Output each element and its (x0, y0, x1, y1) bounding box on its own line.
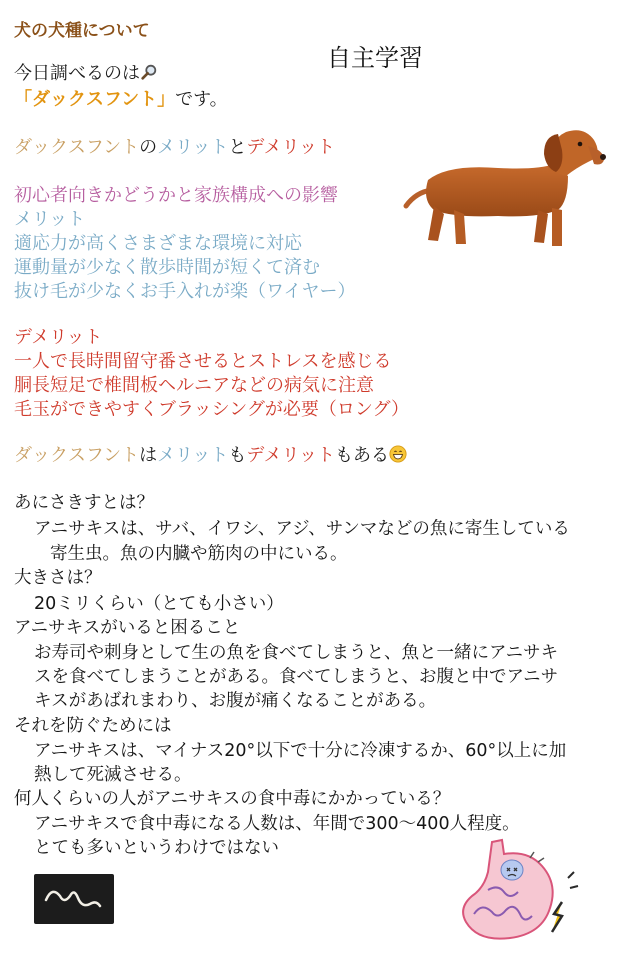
demerit-item: 一人で長時間留守番させるとストレスを感じる (14, 351, 392, 372)
intro-desu: です。 (175, 89, 228, 110)
demerit-item: 毛玉ができやすくブラッシングが必要（ロング） (14, 399, 410, 420)
question-5: 何人くらいの人がアニサキスの食中毒にかかっている？ (14, 789, 451, 809)
anisakis-worm-photo (34, 874, 114, 924)
summary-wa: は (139, 445, 158, 466)
answer-3-line-3: キスがあばれまわり、お腹が痛くなることがある。 (34, 691, 437, 711)
title-part-no: の (139, 137, 158, 158)
breed-name: 「ダックスフント」 (14, 89, 176, 110)
page-header: 自主学習 (327, 44, 423, 72)
answer-3-line-2: スを食べてしまうことがある。食べてしまうと、お腹と中でアニサ (34, 667, 559, 687)
title-part-to: と (228, 137, 247, 158)
magnifier-icon (140, 63, 158, 81)
answer-1-line-2: 寄生虫。魚の内臓や筋肉の中にいる。 (50, 544, 348, 564)
worm-icon (34, 874, 114, 924)
merits-demerits-title (14, 136, 335, 160)
title-part-merit: メリット (157, 137, 229, 158)
intro-line-1 (14, 62, 158, 86)
merit-label: メリット (14, 209, 86, 230)
merit-item: 抜け毛が少なくお手入れが楽（ワイヤー） (14, 281, 356, 302)
demerit-item: 胴長短足で椎間板ヘルニアなどの病気に注意 (14, 375, 374, 396)
answer-1-line-1: アニサキスは、サバ、イワシ、アジ、サンマなどの魚に寄生している (34, 519, 570, 539)
question-1: あにさきすとは？ (14, 493, 154, 513)
answer-4-line-2: 熱して死滅させる。 (34, 765, 192, 785)
summary-mo: も (228, 445, 247, 466)
question-3: アニサキスがいると困ること (14, 618, 241, 638)
question-2: 大きさは？ (14, 568, 102, 588)
title-part-demerit: デメリット (246, 137, 335, 158)
merit-item: 適応力が高くさまざまな環境に対応 (14, 233, 302, 254)
summary-demerit: デメリット (246, 445, 335, 466)
stomach-illustration (458, 836, 584, 948)
answer-4-line-1: アニサキスは、マイナス20°以下で十分に冷凍するか、60°以上に加 (34, 741, 567, 761)
intro-line-2 (14, 88, 228, 112)
grinning-face-icon (389, 445, 407, 463)
demerit-label: デメリット (14, 327, 103, 348)
page-title: 犬の犬種について (14, 21, 150, 41)
summary-breed: ダックスフント (14, 445, 140, 466)
answer-5-line-2: とても多いというわけではない (34, 838, 279, 858)
merits-header: 初心者向きかどうかと家族構成への影響 (14, 185, 338, 206)
intro-text: 今日調べるのは (14, 63, 140, 84)
summary-line (14, 444, 407, 468)
title-part-breed: ダックスフント (14, 137, 140, 158)
merit-item: 運動量が少なく散歩時間が短くて済む (14, 257, 320, 278)
question-4: それを防ぐためには (14, 716, 172, 736)
summary-aru: もある (334, 445, 389, 466)
answer-3-line-1: お寿司や刺身として生の魚を食べてしまうと、魚と一緒にアニサキ (34, 643, 559, 663)
summary-merit: メリット (157, 445, 229, 466)
dachshund-image (398, 110, 608, 260)
answer-5-line-1: アニサキスで食中毒になる人数は、年間で300〜400人程度。 (34, 814, 520, 834)
answer-2: 20ミリくらい（とても小さい） (34, 594, 284, 614)
